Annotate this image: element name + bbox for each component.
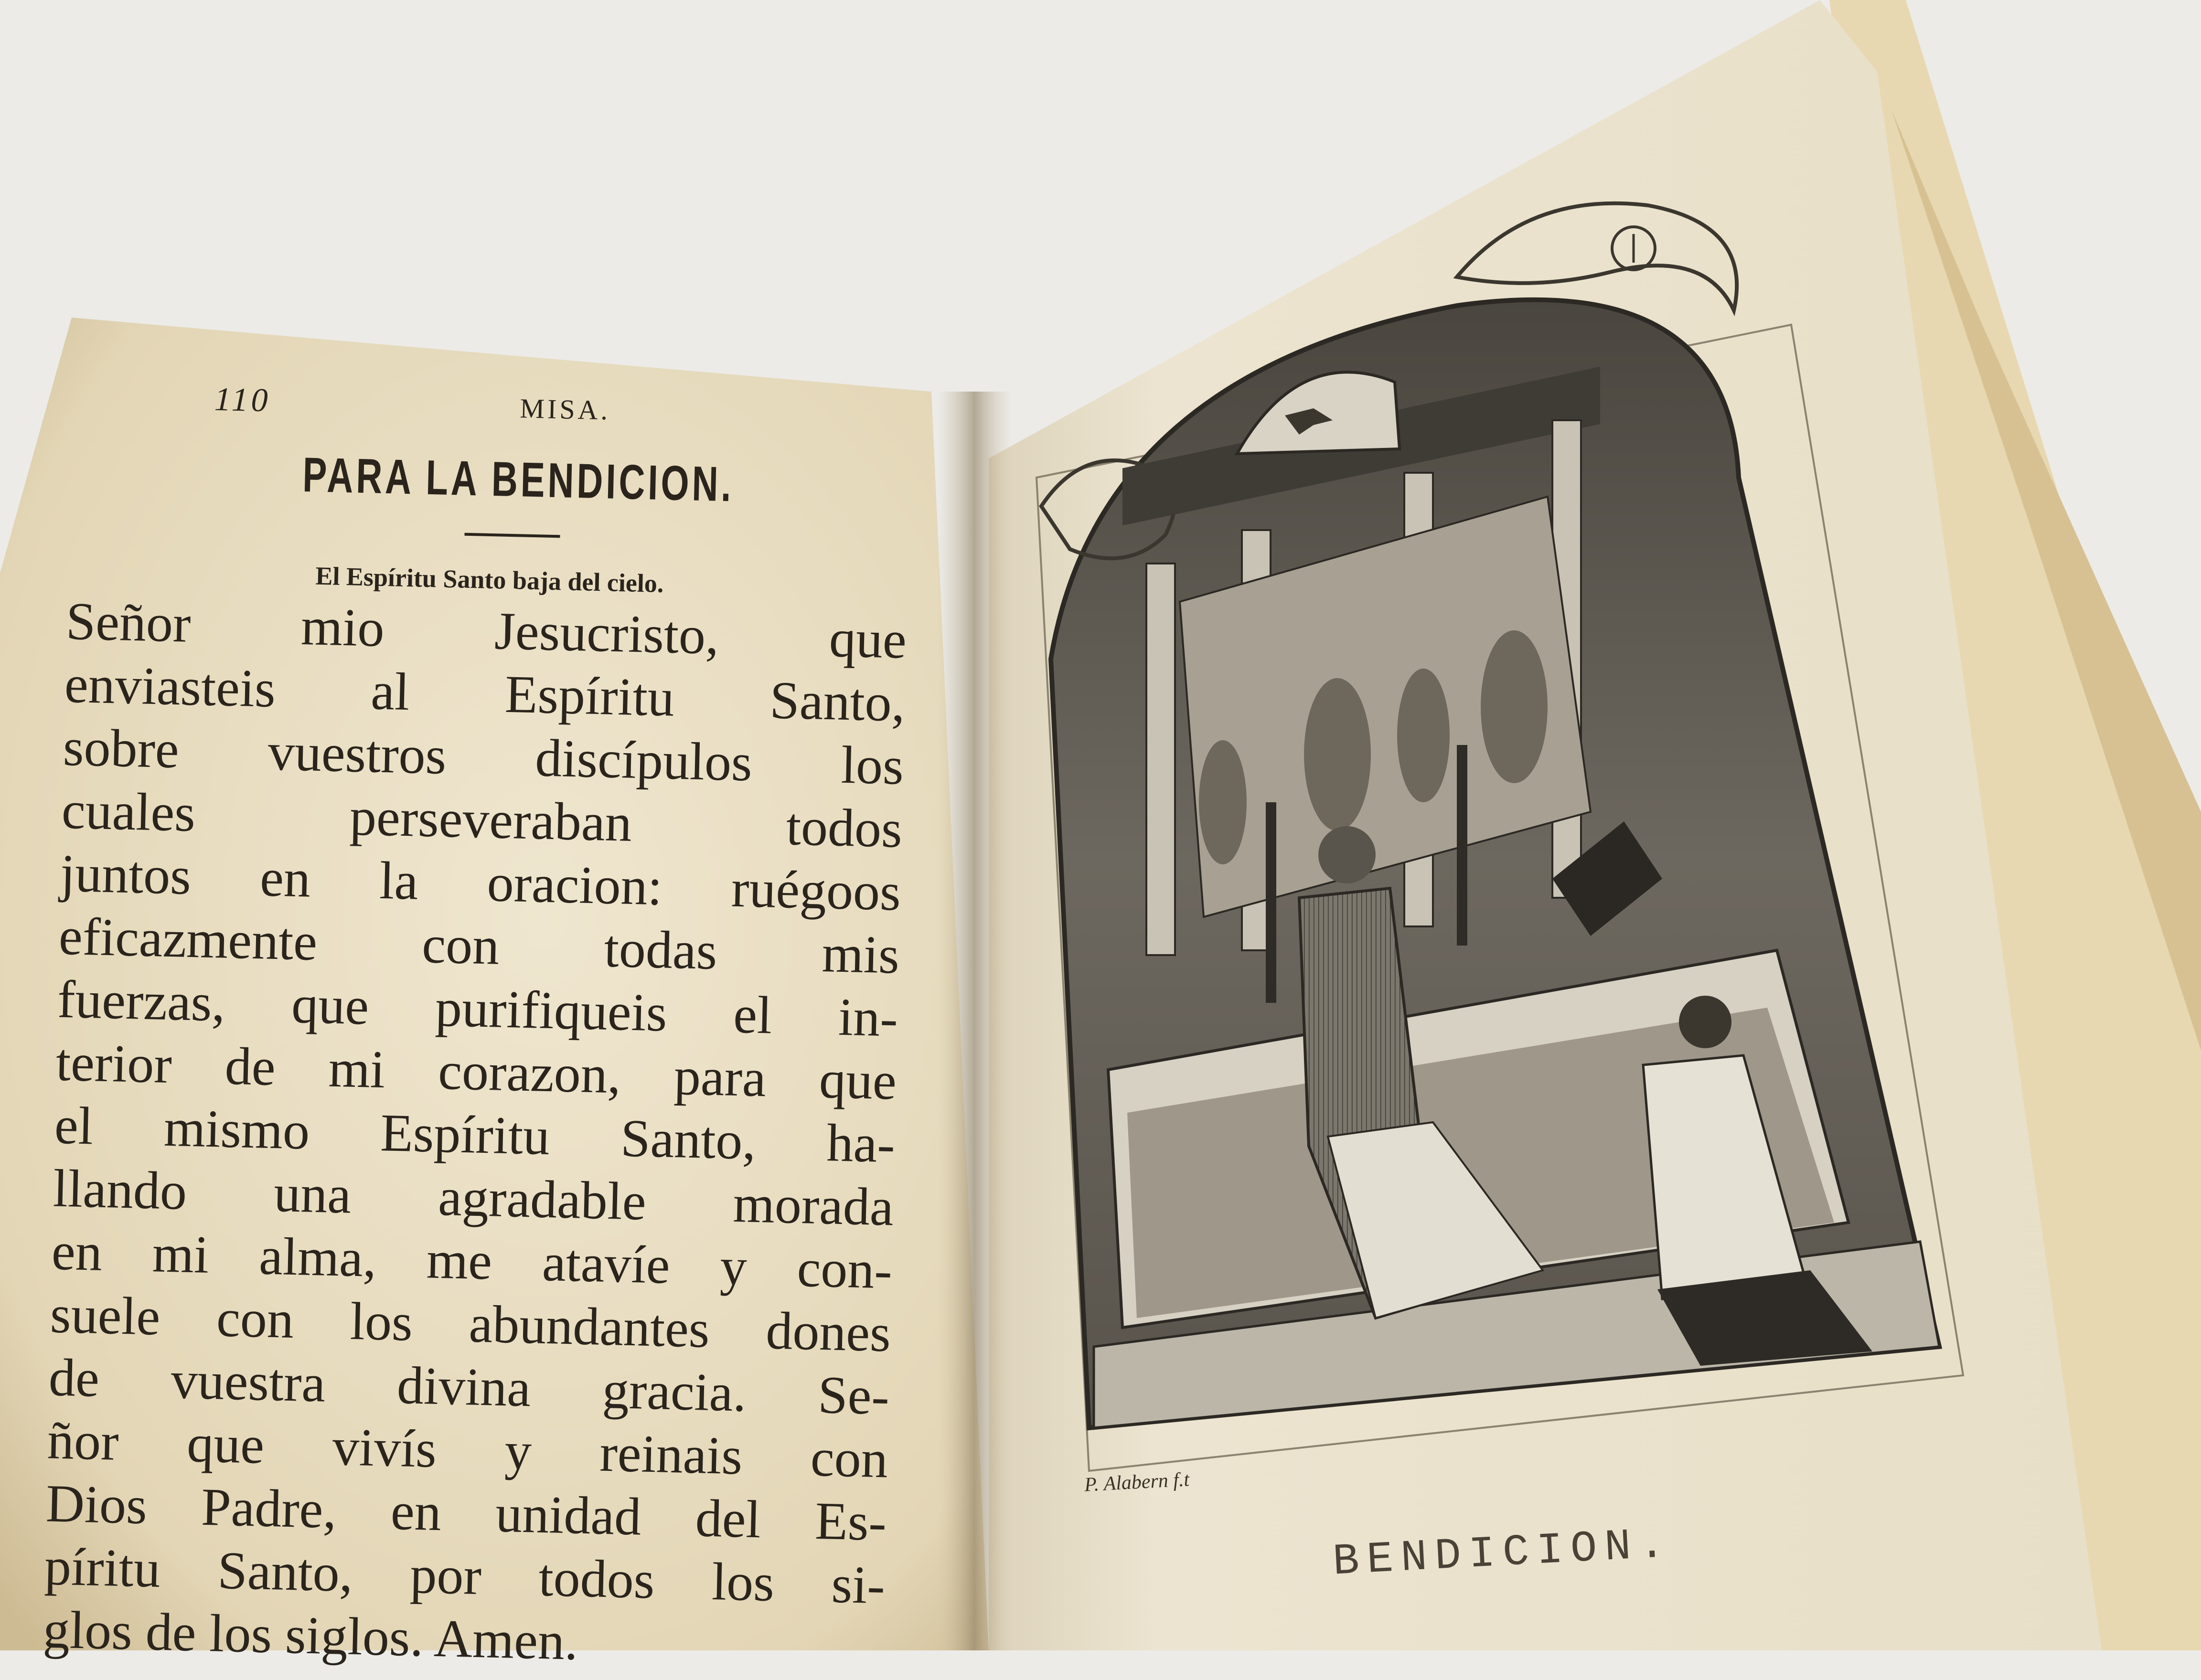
prayer-text (43, 590, 907, 1680)
engraver-signature: P. Alabern f.t (1083, 1468, 1190, 1496)
running-head: MISA. (519, 393, 611, 426)
prayer-line: Señor mio Jesucristo, que (65, 591, 908, 670)
prayer-line: de vuestra divina gracia. Se- (48, 1348, 890, 1426)
plate-caption: BENDICION. (1331, 1519, 1674, 1587)
prayer-line: eficazmente con todas mis (58, 906, 900, 985)
page-number: 110 (214, 381, 271, 419)
prayer-line: píritu Santo, por todos los si- (43, 1537, 886, 1616)
title-rule (464, 533, 560, 538)
prayer-line: enviasteis al Espíritu Santo, (64, 654, 906, 733)
prayer-line: terior de mi corazon, para que (55, 1032, 897, 1111)
prayer-line: juntos en la oracion: ruégoos (59, 843, 902, 922)
prayer-line: el mismo Espíritu Santo, ha- (53, 1095, 896, 1174)
prayer-line: glos de los siglos. Amen. (42, 1600, 579, 1671)
page-header (70, 372, 912, 449)
left-page-text (43, 372, 912, 1680)
prayer-line: cuales perseveraban todos (61, 780, 903, 859)
prayer-line: Dios Padre, en unidad del Es- (45, 1474, 887, 1552)
prayer-line: fuerzas, que purifiqueis el in- (56, 969, 899, 1048)
prayer-line: sobre vuestros discípulos los (62, 717, 905, 796)
prayer-line: llando una agradable morada (52, 1159, 895, 1237)
section-title: PARA LA BENDICION. (302, 447, 735, 512)
prayer-line: suele con los abundantes dones (49, 1285, 892, 1363)
prayer-line: en mi alma, me atavíe y con- (51, 1222, 893, 1300)
prayer-line: ñor que vivís y reinais con (46, 1411, 889, 1489)
subheading: El Espíritu Santo baja del cielo. (315, 561, 664, 598)
